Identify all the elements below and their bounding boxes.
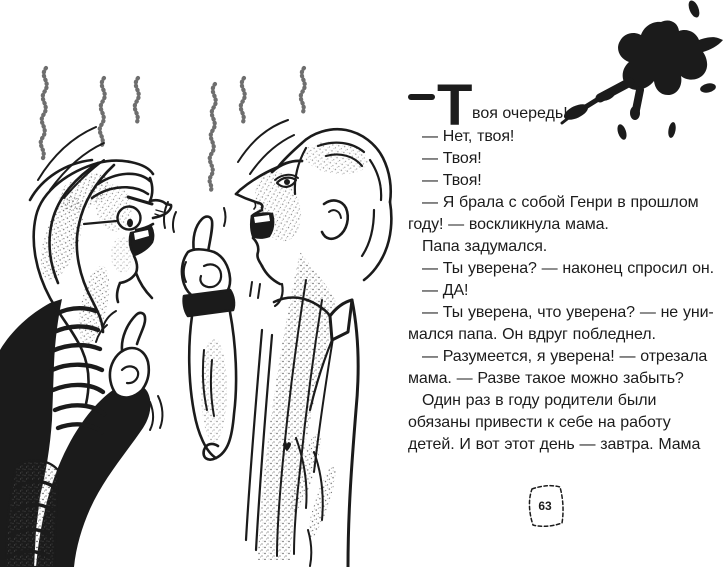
story-lines (408, 126, 715, 456)
story-line: обязаны привести к себе на работу (408, 414, 671, 431)
page-number: 63 (538, 499, 552, 513)
drop-cap-dash (408, 94, 435, 100)
story-line: году! — воскликнула мама. (408, 216, 609, 233)
story-opening-text: воя очередь! (472, 105, 568, 122)
story-line: Один раз в году родители были (422, 392, 657, 409)
story-line: Папа задумался. (422, 238, 548, 255)
story-line: — Ты уверена, что уверена? — не уни- (422, 304, 714, 321)
story-line: — Разумеется, я уверена! — отрезала (422, 348, 708, 365)
story-line: детей. И вот этот день — завтра. Мама (408, 436, 701, 453)
story-line: — Я брала с собой Генри в прошлом (422, 194, 699, 211)
story-line: мался папа. Он вдруг побледнел. (408, 326, 656, 343)
page-number-box (523, 482, 567, 530)
story-line: мама. — Разве такое можно забыть? (408, 370, 684, 387)
father-figure (164, 129, 391, 567)
story-line: — Нет, твоя! (422, 128, 515, 145)
story-text (408, 73, 715, 453)
story-line: — Твоя! (422, 172, 482, 189)
story-line: — Твоя! (422, 150, 482, 167)
mother-figure (0, 160, 171, 567)
story-line: — Ты уверена? — наконец спросил он. (422, 260, 715, 277)
drop-cap-letter: Т (437, 73, 472, 138)
story-line: — ДА! (422, 282, 469, 299)
